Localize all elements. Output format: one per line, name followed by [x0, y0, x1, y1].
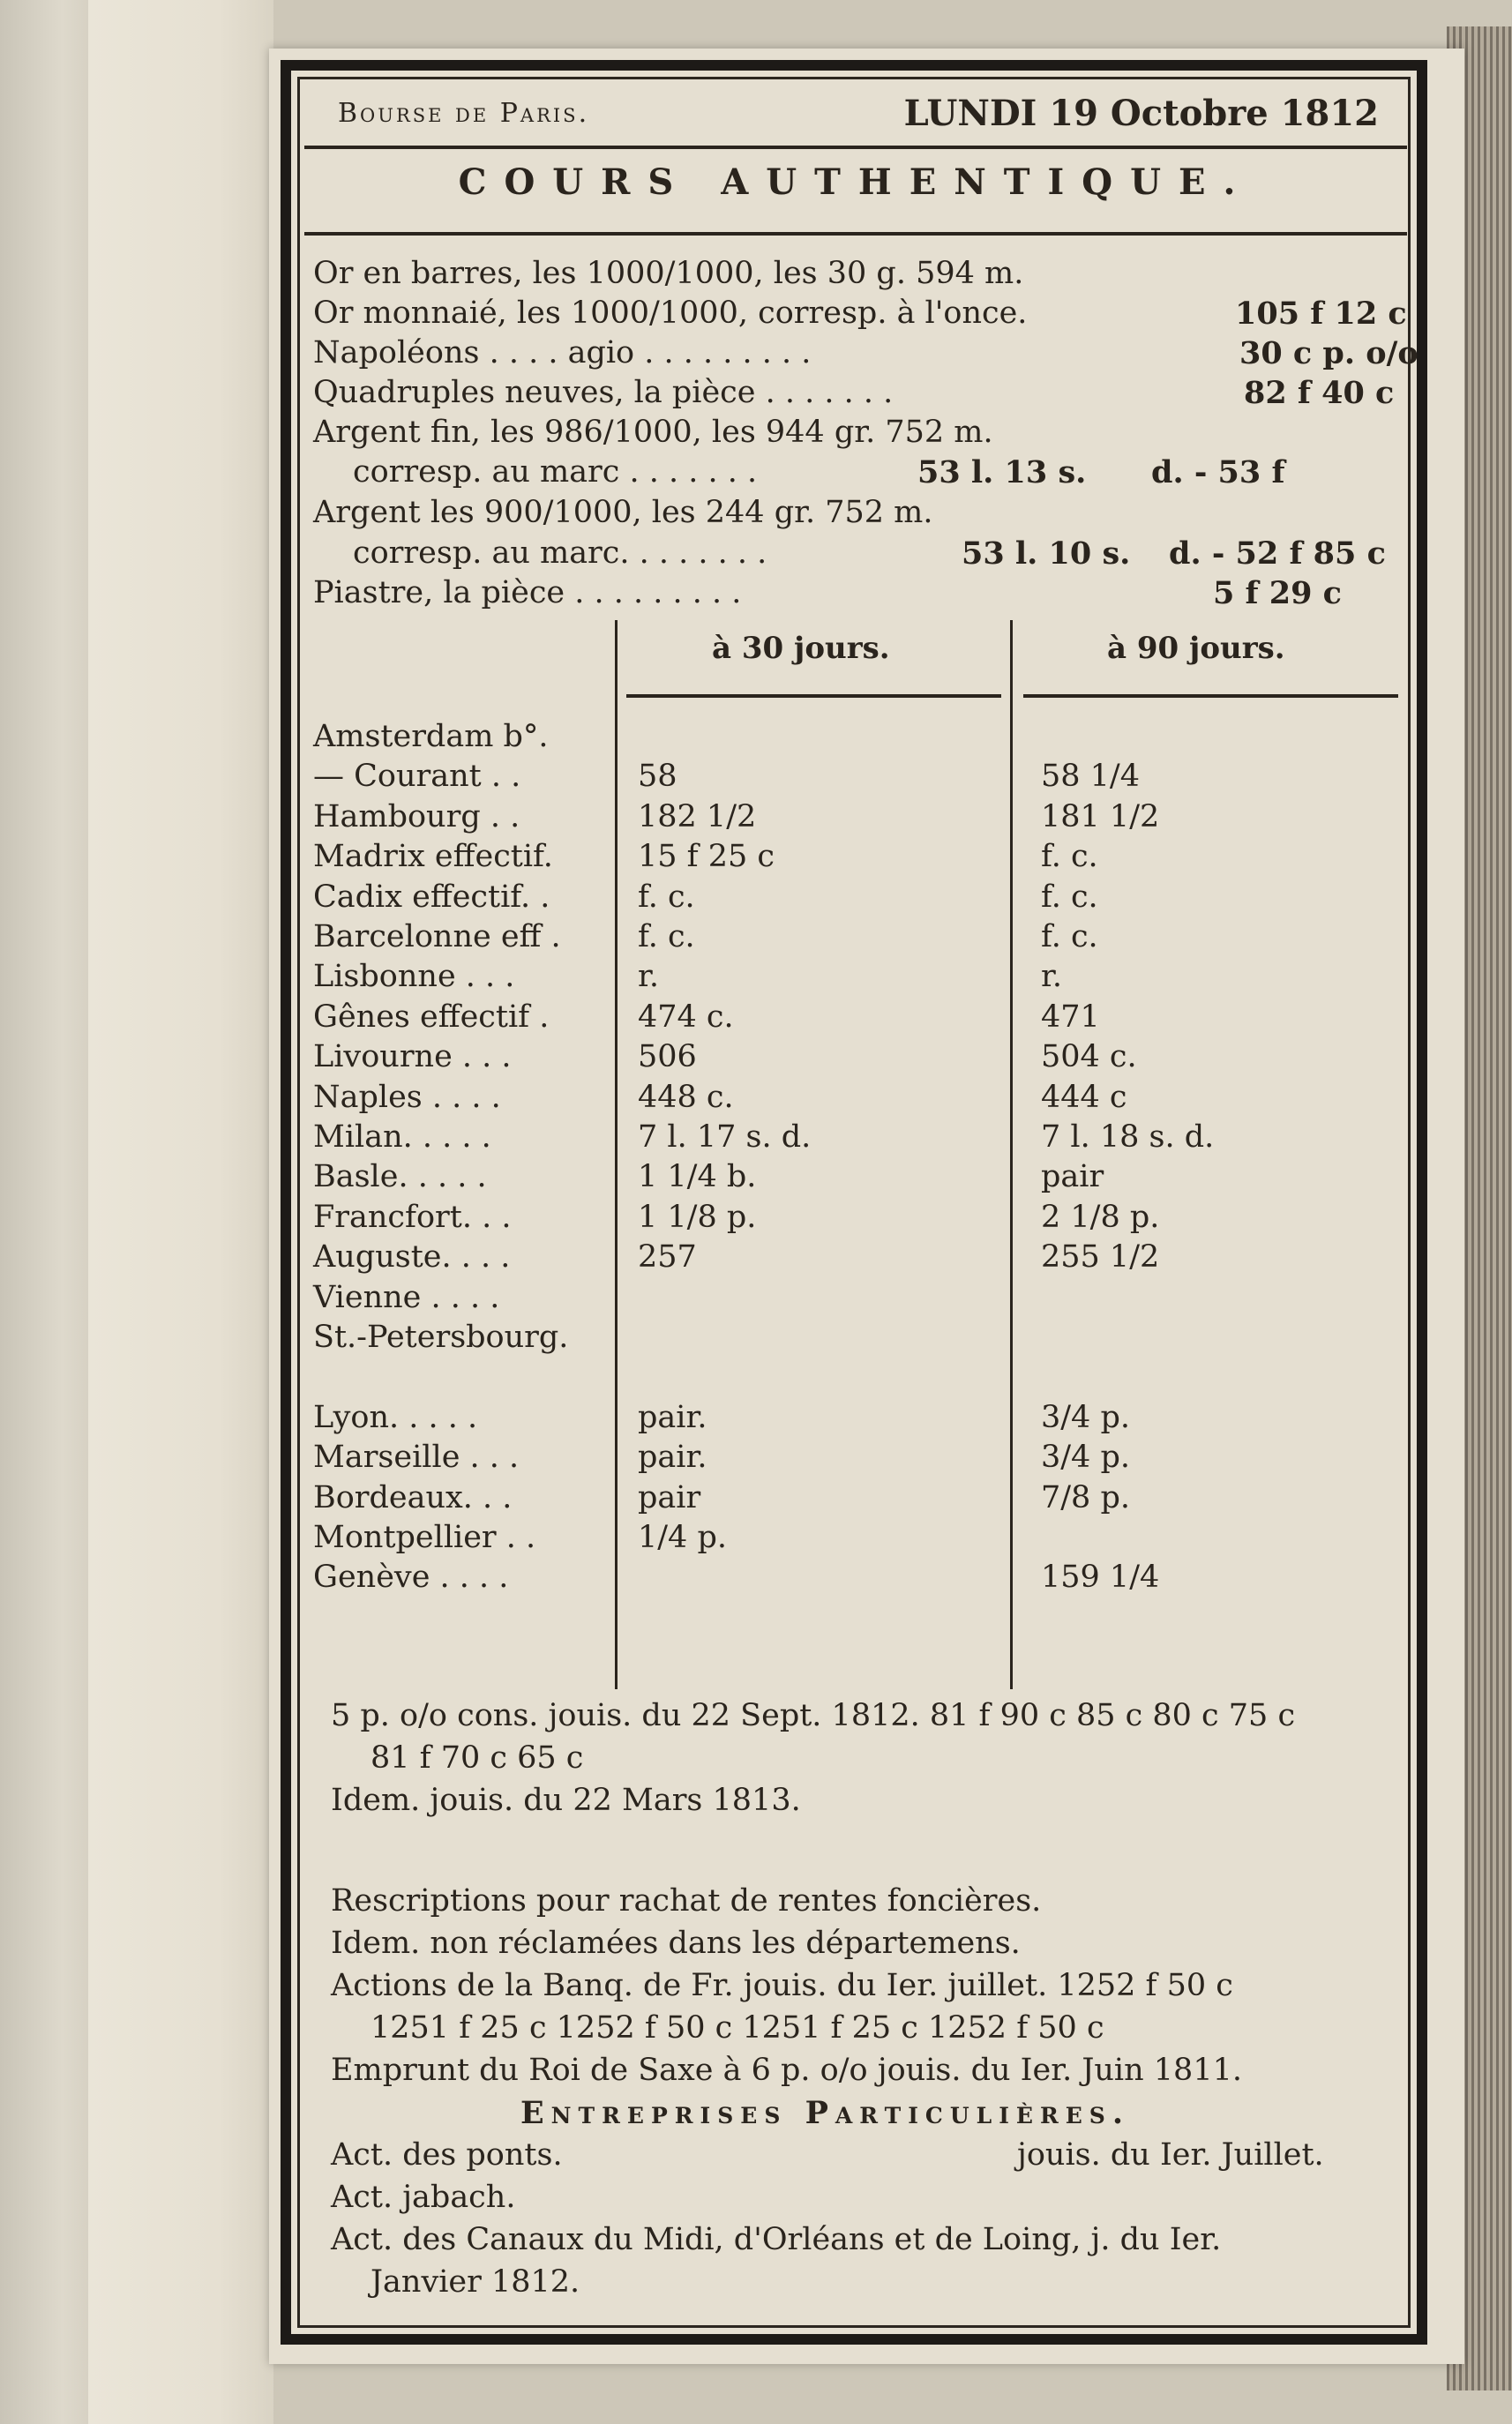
exchange-place: Cadix effectif. .: [313, 879, 550, 915]
metal-value-2: d. - 53 f: [1151, 454, 1285, 490]
exchange-place: Gênes effectif .: [313, 999, 550, 1035]
exchange-90-value: f. c.: [1041, 879, 1098, 915]
exchange-30-value: 1 1/8 p.: [638, 1199, 757, 1235]
exchange-place: Hambourg . .: [313, 798, 520, 834]
exchange-90-value: f. c.: [1041, 919, 1098, 954]
metal-value: 53 l. 10 s.: [962, 535, 1131, 572]
column-header-30: à 30 jours.: [712, 631, 890, 666]
exchange-place: Barcelonne eff .: [313, 919, 561, 954]
exchange-30-value: pair.: [638, 1399, 707, 1435]
exchange-place: Lyon. . . . .: [313, 1399, 478, 1435]
fund-line: Rescriptions pour rachat de rentes foncières.: [331, 1883, 1042, 1919]
exchange-30-value: 257: [638, 1239, 697, 1276]
entreprises-heading: Entreprises Particulières.: [520, 2095, 1131, 2131]
metal-label: Napoléons . . . . agio . . . . . . . . .: [313, 335, 812, 370]
fund-line: Actions de la Banq. de Fr. jouis. du Ier. juillet. 1252 f 50 c: [331, 1968, 1233, 2003]
metal-label: Piastre, la pièce . . . . . . . . .: [313, 575, 742, 610]
fund-line: 1251 f 25 c 1252 f 50 c 1251 f 25 c 1252 f 50 c: [371, 2010, 1104, 2046]
exchange-90-value: 504 c.: [1041, 1039, 1137, 1075]
book-gutter: [88, 0, 273, 2424]
metal-label: Or en barres, les 1000/1000, les 30 g. 594 m.: [313, 256, 1024, 291]
exchange-place: Genève . . . .: [313, 1560, 509, 1596]
exchange-place: Madrix effectif.: [313, 839, 553, 875]
exchange-30-value: 506: [638, 1039, 697, 1075]
exchange-place: — Courant . .: [313, 759, 521, 795]
entreprise-line: Act. des Canaux du Midi, d'Orléans et de Loing, j. du Ier.: [331, 2222, 1222, 2257]
metal-label: Quadruples neuves, la pièce . . . . . . .: [313, 375, 894, 410]
table-rule-right: [1010, 620, 1013, 1689]
metal-value: 30 c p. o/o: [1239, 335, 1418, 371]
table-rule-left: [615, 620, 618, 1689]
exchange-90-value: 2 1/8 p.: [1041, 1199, 1160, 1235]
exchange-30-value: r.: [638, 959, 660, 995]
exchange-30-value: 182 1/2: [638, 798, 757, 834]
metal-value: 105 f 12 c: [1235, 296, 1407, 332]
exchange-place: Basle. . . . .: [313, 1159, 487, 1195]
exchange-90-value: 7 l. 18 s. d.: [1041, 1119, 1215, 1155]
exchange-90-value: 181 1/2: [1041, 798, 1160, 834]
document-content: [304, 84, 1418, 2324]
exchange-place: Auguste. . . .: [313, 1239, 511, 1276]
exchange-place: Montpellier . .: [313, 1520, 536, 1555]
column-header-90: à 90 jours.: [1107, 631, 1285, 666]
exchange-30-value: 448 c.: [638, 1079, 734, 1115]
exchange-30-value: 7 l. 17 s. d.: [638, 1119, 812, 1155]
exchange-30-value: 474 c.: [638, 999, 734, 1035]
fund-line: Idem. jouis. du 22 Mars 1813.: [331, 1783, 801, 1818]
exchange-30-value: f. c.: [638, 919, 695, 954]
entreprise-line: Janvier 1812.: [371, 2264, 580, 2300]
metal-value: 82 f 40 c: [1244, 375, 1395, 411]
exchange-90-value: 58 1/4: [1041, 759, 1140, 795]
exchange-place: Bordeaux. . .: [313, 1479, 513, 1515]
exchange-90-value: 471: [1041, 999, 1100, 1035]
exchange-90-value: 7/8 p.: [1041, 1479, 1130, 1515]
exchange-90-value: f. c.: [1041, 839, 1098, 875]
metal-label: Argent les 900/1000, les 244 gr. 752 m.: [313, 495, 933, 530]
column-rule-30: [626, 694, 1001, 698]
exchange-90-value: 444 c: [1041, 1079, 1127, 1115]
exchange-place: Marseille . . .: [313, 1440, 520, 1476]
page-title: COURS AUTHENTIQUE.: [458, 161, 1254, 203]
fund-line: Idem. non réclamées dans les départemens.: [331, 1926, 1021, 1961]
exchange-place: Vienne . . . .: [313, 1279, 500, 1315]
exchange-place: Lisbonne . . .: [313, 959, 515, 995]
exchange-90-value: 255 1/2: [1041, 1239, 1160, 1276]
title-rule: [304, 232, 1407, 236]
fund-line: 81 f 70 c 65 c: [371, 1740, 584, 1776]
exchange-place: Amsterdam b°.: [313, 719, 549, 754]
metal-label: corresp. au marc . . . . . . .: [353, 454, 758, 490]
exchange-30-value: f. c.: [638, 879, 695, 915]
exchange-90-value: r.: [1041, 959, 1063, 995]
exchange-place: Naples . . . .: [313, 1079, 501, 1115]
exchange-place: St.-Petersbourg.: [313, 1320, 569, 1355]
exchange-90-value: pair: [1041, 1159, 1104, 1195]
exchange-place: Francfort. . .: [313, 1199, 512, 1235]
exchange-30-value: 1 1/4 b.: [638, 1159, 757, 1195]
entreprise-line: Act. jabach.: [331, 2180, 516, 2215]
exchange-90-value: 159 1/4: [1041, 1560, 1160, 1596]
exchange-30-value: 15 f 25 c: [638, 839, 775, 875]
header-bourse: Bourse de Paris.: [338, 98, 590, 129]
exchange-30-value: 1/4 p.: [638, 1520, 727, 1555]
exchange-place: Milan. . . . .: [313, 1119, 491, 1155]
fund-line: Emprunt du Roi de Saxe à 6 p. o/o jouis. du Ier. Juin 1811.: [331, 2053, 1242, 2088]
entreprise-line-right: jouis. du Ier. Juillet.: [1017, 2137, 1324, 2173]
metal-label: Or monnaié, les 1000/1000, corresp. à l'once.: [313, 296, 1028, 331]
exchange-30-value: pair.: [638, 1440, 707, 1476]
fund-line: 5 p. o/o cons. jouis. du 22 Sept. 1812. 81 f 90 c 85 c 80 c 75 c: [331, 1698, 1296, 1733]
metal-value: 53 l. 13 s.: [917, 454, 1087, 490]
exchange-90-value: 3/4 p.: [1041, 1399, 1130, 1435]
page-header: [304, 84, 1407, 149]
exchange-30-value: 58: [638, 759, 677, 795]
metal-label: Argent fin, les 986/1000, les 944 gr. 752 m.: [313, 415, 993, 450]
exchange-30-value: pair: [638, 1479, 701, 1515]
metal-value: 5 f 29 c: [1213, 575, 1342, 611]
exchange-place: Livourne . . .: [313, 1039, 512, 1075]
metal-value-2: d. - 52 f 85 c: [1169, 535, 1386, 572]
header-date: LUNDI 19 Octobre 1812: [903, 93, 1379, 134]
exchange-90-value: 3/4 p.: [1041, 1440, 1130, 1476]
entreprise-line: Act. des ponts.: [331, 2137, 563, 2173]
column-rule-90: [1023, 694, 1398, 698]
metal-label: corresp. au marc. . . . . . . .: [353, 535, 767, 571]
